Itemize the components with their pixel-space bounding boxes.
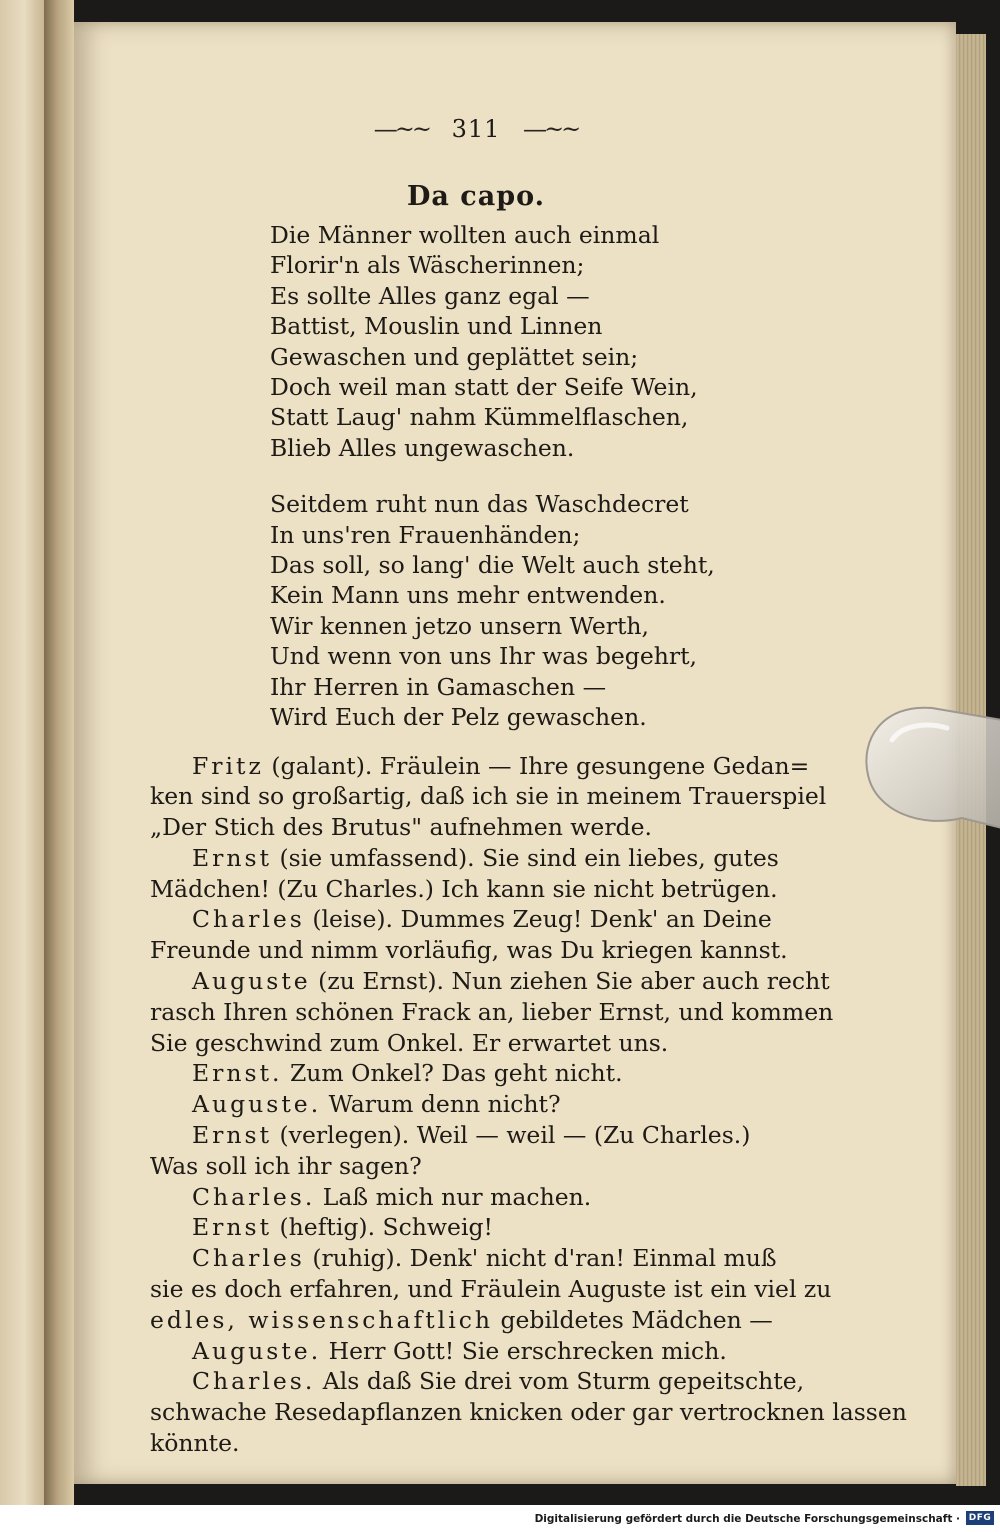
dialogue-line: Freunde und nimm vorläufig, was Du kriegen kannst.: [150, 936, 788, 965]
speaker-name: Charles.: [192, 1182, 316, 1211]
dialogue-line: „Der Stich des Brutus" aufnehmen werde.: [150, 813, 652, 842]
speech-text: (ruhig). Denk' nicht d'ran! Einmal muß: [304, 1244, 777, 1273]
speaker-name: Auguste.: [192, 1090, 322, 1119]
verse-line: Seitdem ruht nun das Waschdecret: [270, 490, 689, 519]
speech-text: (galant). Fräulein — Ihre gesungene Gedan=: [263, 751, 810, 780]
verse-line: Kein Mann uns mehr entwenden.: [270, 581, 666, 610]
speech-ernst-2: [150, 1058, 802, 1089]
speech-auguste-1: [150, 966, 834, 1058]
dialogue-line: [150, 751, 810, 782]
dialogue-line: Was soll ich ihr sagen?: [150, 1151, 422, 1180]
verse-line: Und wenn von uns Ihr was begehrt,: [270, 642, 698, 671]
dialogue-line: [150, 1336, 802, 1367]
dialogue-line: [150, 1058, 802, 1089]
verse-line: In uns'ren Frauenhänden;: [270, 520, 581, 549]
speech-text: (zu Ernst). Nun ziehen Sie aber auch recht: [310, 967, 830, 996]
verse-block: [150, 220, 802, 733]
speech-text: gebildetes Mädchen —: [493, 1305, 773, 1334]
speaker-name: Ernst: [192, 1121, 273, 1150]
section-heading: Da capo.: [406, 181, 546, 212]
verse-line: Gewaschen und geplättet sein;: [270, 342, 639, 371]
verse-line: Florir'n als Wäscherinnen;: [270, 251, 585, 280]
speech-text: (verlegen). Weil — weil — (Zu Charles.): [272, 1121, 751, 1150]
speech-auguste-3: [150, 1336, 802, 1367]
speech-ernst-3: [150, 1120, 802, 1182]
dialogue-line: Sie geschwind zum Onkel. Er erwartet uns.: [150, 1028, 669, 1057]
dialogue-line: könnte.: [150, 1429, 240, 1458]
page-number: 311: [451, 115, 501, 143]
dialogue-block: [150, 751, 907, 1459]
stanza-divider: [270, 463, 802, 489]
verse-line: Es sollte Alles ganz egal —: [270, 281, 590, 310]
verse-line: Wird Euch der Pelz gewaschen.: [270, 703, 647, 732]
speech-text: Herr Gott! Sie erschrecken mich.: [321, 1336, 727, 1365]
speaker-name: Ernst.: [192, 1059, 283, 1088]
dialogue-line: [150, 904, 802, 935]
book-gutter: [44, 0, 74, 1505]
dialogue-line: [150, 1182, 802, 1213]
dialogue-line: schwache Resedapflanzen knicken oder gar vertrocknen lassen: [150, 1398, 907, 1427]
funding-notice: Digitalisierung gefördert durch die Deutsche Forschungsgemeinschaft ·: [534, 1513, 960, 1525]
dialogue-line: sie es doch erfahren, und Fräulein Auguste ist ein viel zu: [150, 1275, 832, 1304]
speech-text: Laß mich nur machen.: [315, 1182, 592, 1211]
speech-text: (leise). Dummes Zeug! Denk' an Deine: [304, 905, 772, 934]
speech-text: (sie umfassend). Sie sind ein liebes, gutes: [272, 843, 779, 872]
stanza-1: [270, 220, 802, 463]
verse-line: Ihr Herren in Gamaschen —: [270, 672, 607, 701]
speech-text: (heftig). Schweig!: [272, 1213, 493, 1242]
speech-text: Zum Onkel? Das geht nicht.: [282, 1059, 623, 1088]
folio-ornament-left: —~~: [373, 115, 429, 143]
speaker-name: Ernst: [192, 1213, 273, 1242]
speech-ernst-4: [150, 1212, 802, 1243]
dialogue-line: [150, 1212, 802, 1243]
speaker-name: Charles: [192, 1244, 305, 1273]
dialogue-line: [150, 1120, 802, 1151]
spaced-emphasis: edles, wissenschaftlich: [150, 1305, 494, 1334]
stanza-2: [270, 489, 802, 732]
speech-fritz: [150, 751, 827, 843]
folio-ornament-right: —~~: [523, 115, 579, 143]
speech-ernst-1: [150, 843, 802, 905]
verse-line: Wir kennen jetzo unsern Werth,: [270, 611, 650, 640]
verse-line: Statt Laug' nahm Kümmelflaschen,: [270, 403, 689, 432]
speech-text: Warum denn nicht?: [321, 1090, 561, 1119]
speaker-name: Auguste: [192, 967, 311, 996]
speaker-name: Auguste.: [192, 1336, 322, 1365]
dialogue-line: [150, 1305, 802, 1336]
page-content: [150, 115, 907, 1459]
verse-line: Doch weil man statt der Seife Wein,: [270, 373, 698, 402]
speech-auguste-2: [150, 1089, 802, 1120]
speaker-name: Fritz: [192, 751, 264, 780]
speech-charles-3: [150, 1243, 832, 1335]
left-page-edge: [0, 0, 44, 1505]
page-folio: [150, 115, 802, 143]
dialogue-line: Mädchen! (Zu Charles.) Ich kann sie nicht betrügen.: [150, 874, 778, 903]
verse-line: Die Männer wollten auch einmal: [270, 221, 660, 249]
dialogue-line: [150, 966, 830, 997]
verse-line: Das soll, so lang' die Welt auch steht,: [270, 551, 715, 580]
dialogue-line: [150, 1243, 802, 1274]
verse-line: Blieb Alles ungewaschen.: [270, 433, 575, 462]
speaker-name: Ernst: [192, 843, 273, 872]
dialogue-line: ken sind so großartig, daß ich sie in meinem Trauerspiel: [150, 782, 827, 811]
dialogue-line: [150, 1366, 805, 1397]
verse-line: Battist, Mouslin und Linnen: [270, 312, 603, 341]
dialogue-line: rasch Ihren schönen Frack an, lieber Ernst, und kommen: [150, 997, 834, 1026]
speaker-name: Charles.: [192, 1367, 316, 1396]
dfg-logo: DFG: [966, 1511, 994, 1525]
speaker-name: Charles: [192, 905, 305, 934]
speech-charles-4: [150, 1366, 907, 1458]
dialogue-line: [150, 1089, 802, 1120]
dialogue-line: [150, 843, 802, 874]
speech-text: Als daß Sie drei vom Sturm gepeitschte,: [315, 1367, 805, 1396]
speech-charles-1: [150, 904, 802, 966]
speech-charles-2: [150, 1182, 802, 1213]
page-weight-magnifier: [862, 700, 1000, 830]
